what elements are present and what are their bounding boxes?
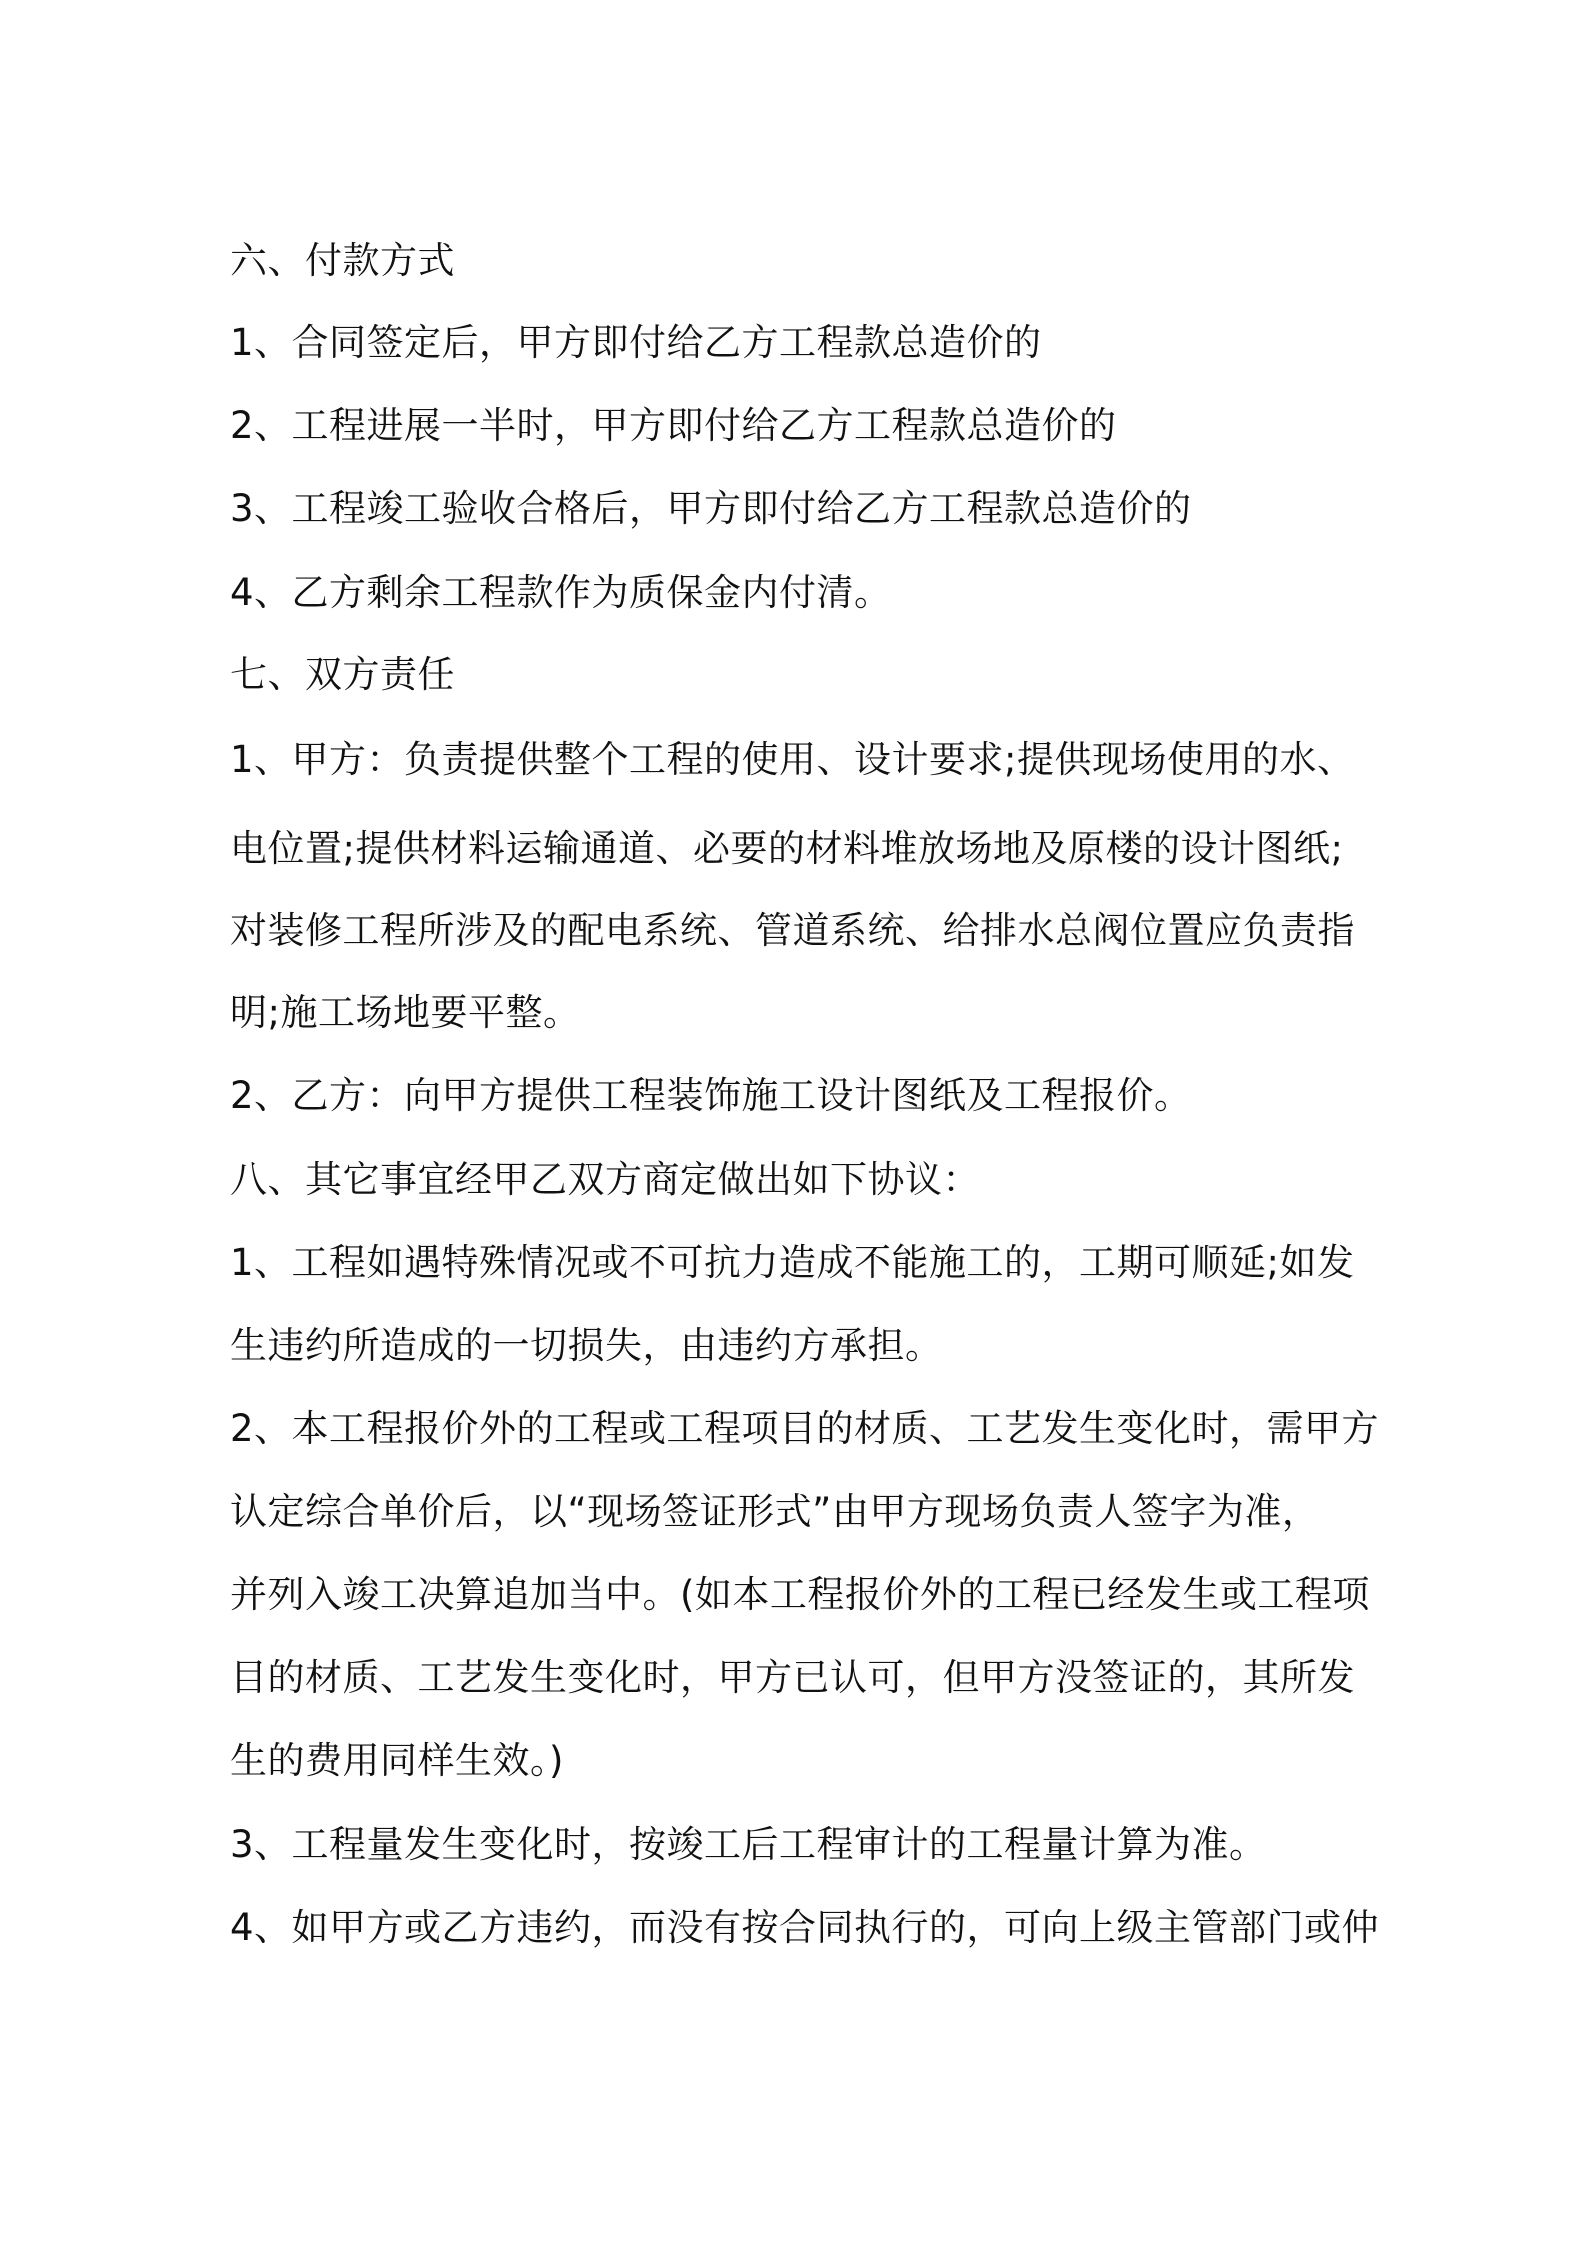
heading-other-matters: 八、其它事宜经甲乙双方商定做出如下协议： [230, 1158, 980, 1201]
paragraph-line: 生违约所造成的一切损失，由违约方承担。 [230, 1324, 943, 1367]
paragraph-line: 3、工程量发生变化时，按竣工后工程审计的工程量计算为准。 [230, 1823, 1267, 1866]
paragraph-line: 1、甲方：负责提供整个工程的使用、设计要求;提供现场使用的水、 [230, 738, 1355, 781]
paragraph-line: 1、合同签定后，甲方即付给乙方工程款总造价的 [230, 321, 1042, 364]
paragraph-line: 3、工程竣工验收合格后，甲方即付给乙方工程款总造价的 [230, 487, 1192, 530]
paragraph-line: 明;施工场地要平整。 [230, 991, 581, 1034]
paragraph-line: 电位置;提供材料运输通道、必要的材料堆放场地及原楼的设计图纸; [230, 827, 1344, 870]
paragraph-line: 生的费用同样生效。) [230, 1739, 564, 1782]
paragraph-line: 2、乙方：向甲方提供工程装饰施工设计图纸及工程报价。 [230, 1074, 1192, 1117]
heading-responsibilities: 七、双方责任 [230, 653, 455, 696]
paragraph-line: 4、如甲方或乙方违约，而没有按合同执行的，可向上级主管部门或仲 [230, 1906, 1380, 1949]
paragraph-line: 1、工程如遇特殊情况或不可抗力造成不能施工的，工期可顺延;如发 [230, 1241, 1355, 1284]
paragraph-line: 4、乙方剩余工程款作为质保金内付清。 [230, 571, 892, 614]
paragraph-line: 2、工程进展一半时，甲方即付给乙方工程款总造价的 [230, 404, 1117, 447]
heading-payment-method: 六、付款方式 [230, 239, 455, 282]
paragraph-line: 目的材质、工艺发生变化时，甲方已认可，但甲方没签证的，其所发 [230, 1656, 1355, 1699]
paragraph-line: 认定综合单价后，以“现场签证形式”由甲方现场负责人签字为准， [230, 1490, 1320, 1533]
paragraph-line: 2、本工程报价外的工程或工程项目的材质、工艺发生变化时，需甲方 [230, 1407, 1380, 1450]
paragraph-line: 对装修工程所涉及的配电系统、管道系统、给排水总阀位置应负责指 [230, 909, 1355, 952]
paragraph-line: 并列入竣工决算追加当中。(如本工程报价外的工程已经发生或工程项 [230, 1573, 1370, 1616]
